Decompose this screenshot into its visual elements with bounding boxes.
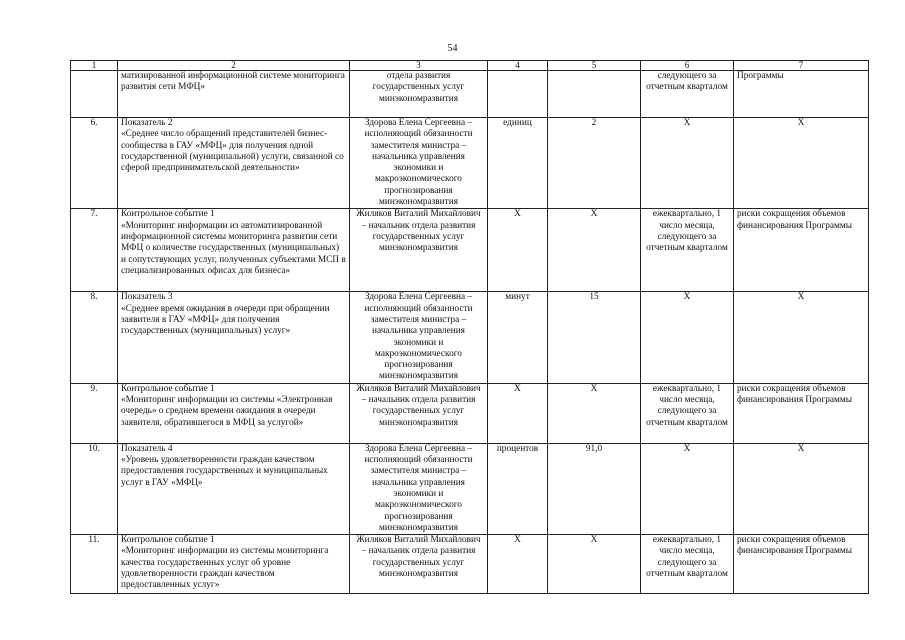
unit-cell: X bbox=[488, 383, 548, 443]
period-cell: ежеквартально, 1 число месяца, следующего за отчетным кварталом bbox=[641, 535, 734, 594]
indicator-title: Контрольное событие 1 bbox=[121, 535, 215, 546]
period-cell: X bbox=[641, 443, 734, 534]
row-number bbox=[71, 71, 118, 118]
indicator-title: Показатель 2 bbox=[121, 118, 173, 128]
table-row bbox=[71, 443, 869, 534]
row-number: 11. bbox=[71, 535, 118, 594]
value-cell: 2 bbox=[548, 118, 641, 209]
table-row bbox=[71, 535, 869, 594]
indicator-text: «Мониторинг информации из автоматизированной информационной системы мониторинга развития сети МФЦ о количестве государственных (муниципальных) и сопутствующих услуг, полученных субъектами МСП в специализированных офисах для бизнеса» bbox=[121, 220, 346, 276]
unit-cell: процентов bbox=[488, 443, 548, 534]
risks-cell: риски сокращения объемов финансирования Программы bbox=[734, 209, 869, 292]
indicator-text: «Уровень удовлетворенности граждан качеством предоставления государственных и муниципальных услуг в ГАУ «МФЦ» bbox=[121, 455, 328, 488]
period-cell: ежеквартально, 1 число месяца, следующего за отчетным кварталом bbox=[641, 383, 734, 443]
column-number: 2 bbox=[118, 61, 350, 71]
indicator-cell bbox=[118, 209, 350, 292]
row-number: 6. bbox=[71, 118, 118, 209]
indicator-cell bbox=[118, 535, 350, 594]
risks-cell: риски сокращения объемов финансирования Программы bbox=[734, 383, 869, 443]
indicator-cell bbox=[118, 71, 350, 118]
responsible-cell: отдела развития государственных услуг минэкономразвития bbox=[350, 71, 488, 118]
indicator-cell bbox=[118, 292, 350, 383]
column-number: 5 bbox=[548, 61, 641, 71]
indicator-text: «Среднее число обращений представителей бизнес-сообщества в ГАУ «МФЦ» для получения одной государственной (муниципальной) услуги, связанной со сферой предпринимательской деятельности» bbox=[121, 129, 344, 174]
indicator-cell bbox=[118, 443, 350, 534]
value-cell bbox=[548, 71, 641, 118]
row-number: 10. bbox=[71, 443, 118, 534]
indicator-text: «Мониторинг информации из системы «Электронная очередь» о среднем времени ожидания в очереди заявителя, обратившегося в МФЦ за услугой» bbox=[121, 395, 333, 428]
value-cell: 91,0 bbox=[548, 443, 641, 534]
risks-cell: X bbox=[734, 292, 869, 383]
unit-cell bbox=[488, 71, 548, 118]
responsible-cell: Жиляков Виталий Михайлович – начальник отдела развития государственных услуг минэкономразвития bbox=[350, 383, 488, 443]
table-row bbox=[71, 71, 869, 118]
value-cell: X bbox=[548, 209, 641, 292]
column-number: 7 bbox=[734, 61, 869, 71]
responsible-cell: Здорова Елена Сергеевна – исполняющий обязанности заместителя министра – начальника управления экономики и макроэкономического прогнозирования минэкономразвития bbox=[350, 443, 488, 534]
row-number: 8. bbox=[71, 292, 118, 383]
row-number: 9. bbox=[71, 383, 118, 443]
indicator-cell bbox=[118, 383, 350, 443]
period-cell: X bbox=[641, 118, 734, 209]
unit-cell: единиц bbox=[488, 118, 548, 209]
column-number: 4 bbox=[488, 61, 548, 71]
indicator-text: «Среднее время ожидания в очереди при обращении заявителя в ГАУ «МФЦ» для получения государственных (муниципальных) услуг» bbox=[121, 303, 330, 337]
period-cell: следующего за отчетным кварталом bbox=[641, 71, 734, 118]
column-number: 3 bbox=[350, 61, 488, 71]
value-cell: X bbox=[548, 535, 641, 594]
period-cell: ежеквартально, 1 число месяца, следующего за отчетным кварталом bbox=[641, 209, 734, 292]
risks-cell: риски сокращения объемов финансирования Программы bbox=[734, 535, 869, 594]
column-number: 1 bbox=[71, 61, 118, 71]
column-number-row bbox=[71, 61, 869, 71]
risks-cell: X bbox=[734, 118, 869, 209]
row-number: 7. bbox=[71, 209, 118, 292]
responsible-cell: Здорова Елена Сергеевна – исполняющий обязанности заместителя министра – начальника управления экономики и макроэкономического прогнозирования минэкономразвития bbox=[350, 292, 488, 383]
page-number: 54 bbox=[447, 43, 458, 54]
plan-table bbox=[70, 60, 869, 594]
unit-cell: X bbox=[488, 535, 548, 594]
unit-cell: X bbox=[488, 209, 548, 292]
indicator-title: Показатель 4 bbox=[121, 443, 173, 454]
unit-cell: минут bbox=[488, 292, 548, 383]
indicator-title: Контрольное событие 1 bbox=[121, 383, 215, 394]
indicator-title: Контрольное событие 1 bbox=[121, 209, 215, 220]
column-number: 6 bbox=[641, 61, 734, 71]
value-cell: 15 bbox=[548, 292, 641, 383]
responsible-cell: Жиляков Виталий Михайлович – начальник отдела развития государственных услуг минэкономразвития bbox=[350, 535, 488, 594]
indicator-text: матизированной информационной системе мониторинга развития сети МФЦ» bbox=[121, 71, 345, 93]
indicator-title: Показатель 3 bbox=[121, 292, 173, 303]
table-row bbox=[71, 209, 869, 292]
risks-cell: X bbox=[734, 443, 869, 534]
responsible-cell: Жиляков Виталий Михайлович – начальник отдела развития государственных услуг минэкономразвития bbox=[350, 209, 488, 292]
period-cell: X bbox=[641, 292, 734, 383]
value-cell: X bbox=[548, 383, 641, 443]
table-row bbox=[71, 292, 869, 383]
indicator-cell bbox=[118, 118, 350, 209]
responsible-cell: Здорова Елена Сергеевна – исполняющий обязанности заместителя министра – начальника управления экономики и макроэкономического прогнозирования минэкономразвития bbox=[350, 118, 488, 209]
table-row bbox=[71, 383, 869, 443]
risks-cell: Программы bbox=[734, 71, 869, 118]
table-row bbox=[71, 118, 869, 209]
indicator-text: «Мониторинг информации из системы мониторинга качества государственных услуг об уровне удовлетворенности граждан качеством предоставленных услуг» bbox=[121, 546, 329, 591]
